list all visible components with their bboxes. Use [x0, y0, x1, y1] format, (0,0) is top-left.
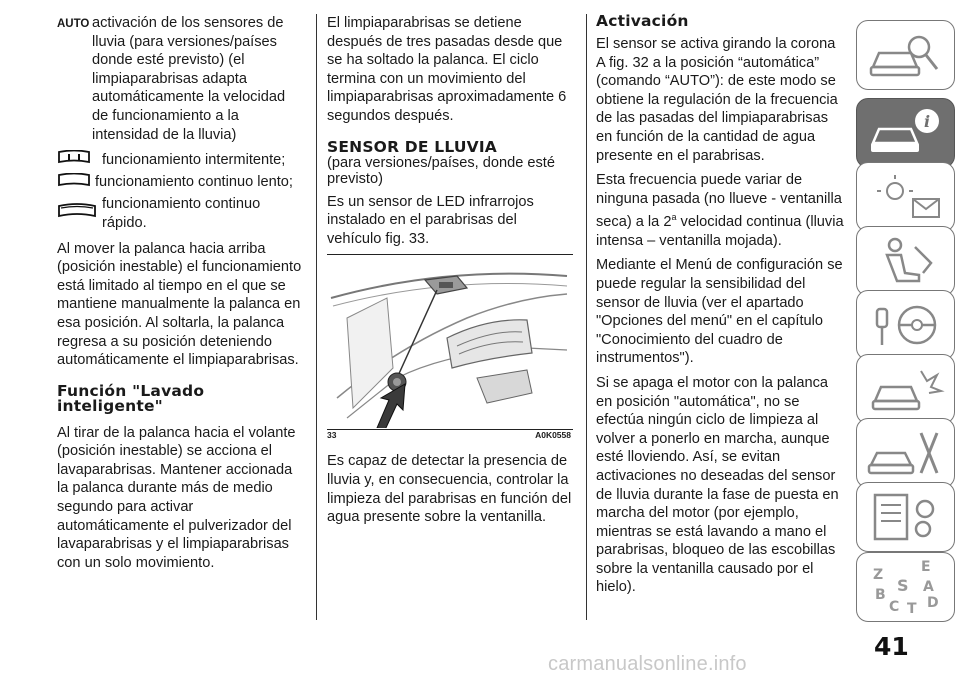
text-run: Esta frecuencia puede variar de ninguna pasada (no llueve - ventanilla seca) a la 2	[596, 172, 842, 231]
car-magnifier-icon	[865, 27, 945, 83]
auto-label: AUTO	[57, 18, 90, 30]
figure-code: A0K0558	[535, 429, 571, 440]
airbag-seat-icon	[865, 233, 945, 289]
text-run: velocidad continua (lluvia intensa – ventanilla mojada).	[596, 214, 844, 249]
column-divider-right	[586, 14, 587, 620]
section-heading: SENSOR DE LLUVIA	[327, 137, 497, 156]
column-middle	[327, 14, 575, 533]
wiper-mode-item	[57, 173, 305, 193]
column-divider-left	[316, 14, 317, 620]
document-gears-icon	[865, 489, 945, 545]
index-letter: E	[921, 559, 931, 575]
chapter-tab-lights-warning[interactable]	[856, 162, 955, 232]
wiper-mode-text: funcionamiento intermitente;	[102, 151, 286, 168]
rain-sensor-illustration	[327, 258, 573, 428]
paragraph: El sensor se activa girando la corona A fig. 32 a la posición “automática” (comando “AUTO”): de este modo se obtiene la regulación de la frecuencia de las pasadas del limpiaparabrisas en función de la cantidad de agua presente en el parabrisas.	[596, 36, 838, 164]
column-left	[57, 14, 305, 578]
wiper-mode-text: funcionamiento continuo lento;	[95, 174, 293, 191]
key-steering-wheel-icon	[865, 297, 945, 353]
column-right	[596, 14, 844, 603]
wiper-mode-text: funcionamiento continuo rápido.	[102, 196, 261, 231]
index-letter: S	[897, 576, 909, 595]
chapter-tab-document-gears[interactable]	[856, 482, 955, 552]
index-letter: B	[875, 587, 886, 603]
paragraph: Es un sensor de LED infrarrojos instalado en el parabrisas del vehículo fig. 33.	[327, 193, 534, 247]
chapter-tab-key-steering[interactable]	[856, 290, 955, 360]
chapter-tab-airbag-seat[interactable]	[856, 226, 955, 296]
paragraph	[596, 171, 844, 250]
paragraph: Al tirar de la palanca hacia el volante (posición inestable) se acciona el lavaparabrisas. Mantener accionada la palanca durante más de medio segundo para activar automáticamente el pulverizador del lavaparabrisas y el limpiaparabrisas con un solo movimiento.	[57, 424, 296, 571]
wiper-mode-item	[57, 150, 305, 170]
section-subnote: (para versiones/países, donde esté previsto)	[327, 154, 555, 187]
page-number: 41	[874, 632, 909, 661]
svg-text:i: i	[923, 112, 931, 131]
auto-mode-item	[57, 14, 305, 144]
index-letter: T	[907, 601, 917, 615]
heading-line: inteligente"	[57, 396, 163, 415]
figure-rain-sensor	[327, 254, 573, 444]
chapter-tab-car-tools[interactable]	[856, 418, 955, 488]
fast-wiper-icon	[57, 203, 102, 225]
index-letter: D	[927, 595, 939, 611]
paragraph: Si se apaga el motor con la palanca en posición "automática", no se efectúa ningún ciclo de limpieza al volver a ponerlo en marcha, aunque esté lloviendo. Así, se evitan activaciones no deseadas del sensor de lluvia durante la fase de puesta en marcha del motor (por ejemplo, mientras se está lavando a mano el parabrisas, bloqueo de las escobillas sobre la ventanilla causado por el hielo).	[596, 374, 839, 596]
figure-number: 33	[327, 429, 337, 440]
watermark: carmanualsonline.info	[548, 653, 747, 675]
index-letter: Z	[873, 567, 884, 583]
alphabet-index-icon	[865, 559, 945, 615]
paragraph: Al mover la palanca hacia arriba (posición inestable) el funcionamiento está limitado al tiempo en el que se mantiene manualmente la palanca en esa posición. Al soltarla, la palanca regresa a su posición deteniendo automáticamente el limpiaparabrisas.	[57, 240, 302, 369]
section-heading: Activación	[596, 12, 689, 30]
index-letter: C	[889, 599, 900, 615]
heading-line: Función "Lavado	[57, 381, 205, 400]
paragraph: Es capaz de detectar la presencia de lluvia y, en consecuencia, controlar la limpieza del parabrisas en función del agua presente sobre la ventanilla.	[327, 453, 572, 526]
paragraph: El limpiaparabrisas se detiene después de tres pasadas desde que se ha soltado la palanca. El ciclo termina con un movimiento del limpiaparabrisas aproximadamente 6 segundos después.	[327, 15, 567, 124]
chapter-tab-car-info[interactable]	[856, 98, 955, 168]
paragraph: Mediante el Menú de configuración se puede regular la sensibilidad del sensor de lluvia (ver el apartado "Opciones del menú" en el capítulo "Conocimiento del cuadro de instrumentos").	[596, 257, 843, 367]
car-tools-icon	[865, 425, 945, 481]
car-info-icon	[865, 105, 945, 161]
index-letter: A	[923, 579, 934, 595]
wiper-mode-item	[57, 195, 305, 232]
lights-warning-icon	[865, 169, 945, 225]
figure-rule	[327, 254, 573, 255]
chapter-tab-car-crash[interactable]	[856, 354, 955, 424]
superscript: a	[671, 212, 677, 223]
chapter-tab-alphabet-index[interactable]	[856, 552, 955, 622]
section-heading	[57, 381, 305, 415]
car-crash-icon	[865, 361, 945, 417]
intermittent-wiper-icon	[57, 150, 102, 170]
chapter-tab-car-magnifier[interactable]	[856, 20, 955, 90]
slow-wiper-icon	[57, 173, 95, 193]
auto-description: activación de los sensores de lluvia (para versiones/países donde esté previsto) (el limpiaparabrisas adapta automáticamente la velocidad de funcionamiento a la intensidad de la lluvia)	[92, 15, 286, 143]
